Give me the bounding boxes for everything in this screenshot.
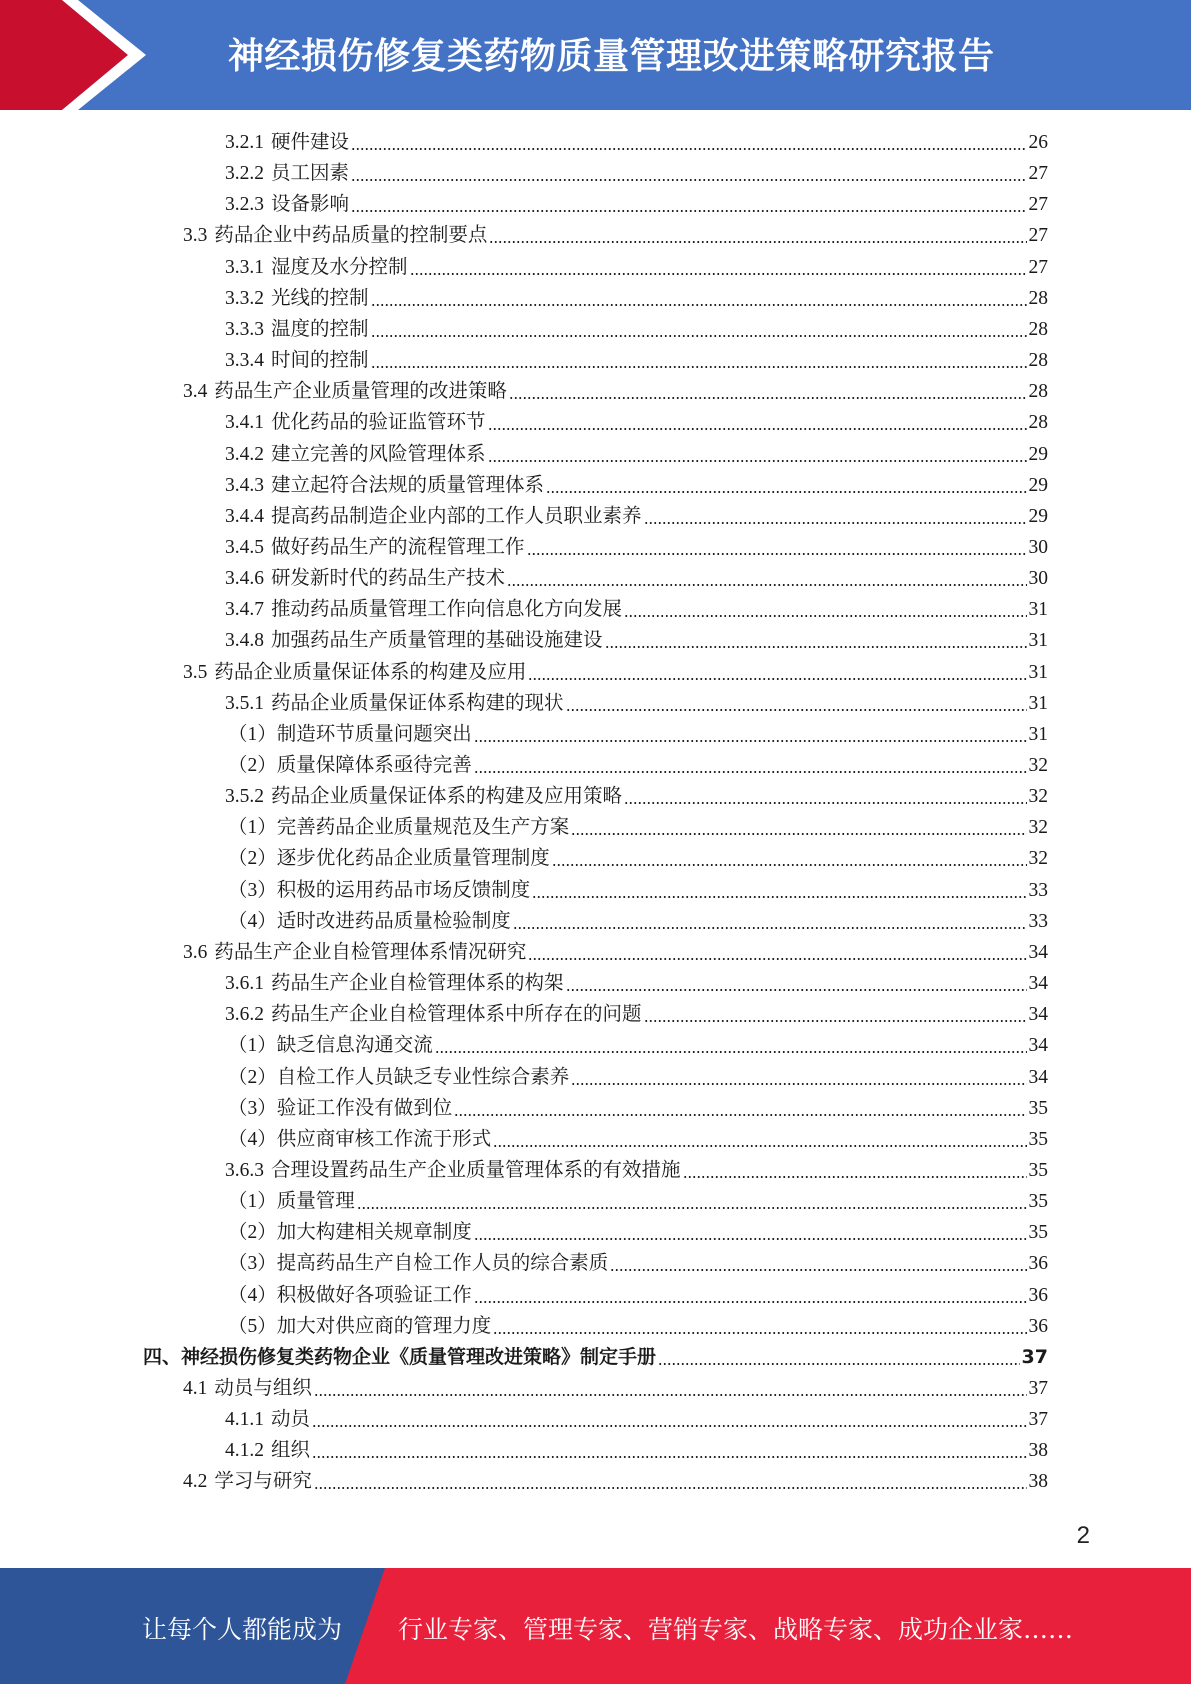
toc-entry[interactable] [0,220,1191,251]
toc-entry[interactable] [0,470,1191,501]
toc-entry-number: （1） [228,1191,277,1213]
document-title: 神经损伤修复类药物质量管理改进策略研究报告 [228,36,995,77]
toc-entry-page: 34 [1028,1004,1048,1026]
toc-entry-page: 35 [1028,1128,1048,1150]
toc-dot-leader [658,1342,1020,1373]
toc-entry-number: （5） [228,1315,277,1337]
toc-entry-page: 31 [1028,630,1048,652]
toc-entry-page: 28 [1028,381,1048,403]
toc-entry-title: 药品企业质量保证体系的构建及应用 [214,661,527,683]
toc-dot-leader [683,1155,1027,1186]
toc-entry-title: 完善药品企业质量规范及生产方案 [276,817,570,839]
toc-entry[interactable] [0,1404,1191,1435]
toc-dot-leader [493,1311,1026,1342]
toc-entry-title: 动员与组织 [214,1378,312,1399]
toc-entry-title: 验证工作没有做到位 [276,1097,453,1119]
toc-dot-leader [605,625,1027,656]
footer-slogan-right: 行业专家、管理专家、营销专家、战略专家、成功企业家…… [398,1615,1074,1644]
toc-entry-number: （2） [228,1066,277,1088]
toc-entry-title: 组织 [271,1440,311,1462]
toc-entry-page: 32 [1028,848,1048,870]
toc-entry-title: 制造环节质量问题突出 [276,723,472,745]
toc-entry-title: 推动药品质量管理工作向信息化方向发展 [271,599,623,621]
toc-entry-page: 32 [1028,786,1048,808]
toc-dot-leader [488,439,1027,470]
toc-entry[interactable] [0,1217,1191,1248]
toc-entry-title: 缺乏信息沟通交流 [276,1035,433,1057]
toc-entry[interactable] [0,532,1191,563]
toc-dot-leader [351,158,1026,189]
toc-entry-title: 药品企业中药品质量的控制要点 [214,225,488,247]
toc-entry[interactable] [0,376,1191,407]
toc-entry-number: （2） [228,848,277,870]
toc-entry-title: 建立完善的风险管理体系 [271,443,486,465]
header-arrow-decoration [0,0,160,110]
toc-entry-title: 药品生产企业自检管理体系中所存在的问题 [271,1004,642,1026]
page-footer [0,1568,1191,1684]
toc-dot-leader [435,1030,1027,1061]
toc-entry[interactable] [0,189,1191,220]
toc-entry-page: 31 [1028,661,1048,683]
toc-entry-page: 32 [1028,755,1048,776]
toc-entry-number: 3.4.6 [225,568,264,590]
toc-entry-page: 37 [1021,1345,1048,1368]
toc-entry-page: 35 [1028,1222,1048,1244]
toc-entry-number: 4.1 [183,1378,208,1399]
toc-entry-title: 学习与研究 [214,1471,312,1493]
toc-entry-number: （2） [228,755,277,776]
toc-dot-leader [357,1186,1027,1217]
toc-dot-leader [454,1093,1026,1124]
toc-entry-title: 质量保障体系亟待完善 [276,755,472,776]
toc-entry-title: 供应商审核工作流于形式 [276,1128,492,1150]
toc-entry-page: 34 [1028,941,1048,963]
toc-entry-title: 温度的控制 [271,318,369,340]
toc-entry-number: 3.5.2 [225,786,264,808]
toc-entry-title: 适时改进药品质量检验制度 [276,910,511,932]
toc-dot-leader [528,657,1026,688]
toc-entry-title: 研发新时代的药品生产技术 [271,568,506,590]
toc-dot-leader [371,314,1027,345]
toc-dot-leader [644,999,1027,1030]
toc-dot-leader [371,345,1027,376]
toc-entry-number: 3.6.2 [225,1004,264,1026]
toc-entry[interactable] [0,906,1191,937]
toc-entry-number: 四、 [143,1345,182,1368]
toc-entry-number: 4.1.1 [225,1409,264,1431]
toc-dot-leader [488,407,1027,438]
toc-entry[interactable] [0,345,1191,376]
toc-entry-title: 动员 [271,1409,311,1431]
toc-entry-page: 27 [1028,256,1048,278]
toc-entry-title: 药品生产企业自检管理体系的构架 [271,973,564,995]
toc-dot-leader [351,189,1026,220]
toc-dot-leader [644,501,1027,532]
toc-entry-page: 31 [1028,599,1048,621]
toc-entry-number: （4） [228,1284,277,1306]
toc-entry-number: （2） [228,1222,277,1244]
toc-dot-leader [493,1124,1026,1155]
toc-dot-leader [351,127,1026,158]
toc-entry-number: 3.4.2 [225,443,264,465]
toc-entry-title: 设备影响 [271,194,350,216]
toc-entry[interactable] [0,688,1191,719]
toc-entry-title: 合理设置药品生产企业质量管理体系的有效措施 [271,1159,681,1181]
toc-entry-number: 3.2.2 [225,163,264,185]
toc-entry[interactable] [0,1155,1191,1186]
toc-entry[interactable] [0,999,1191,1030]
toc-entry-number: 3.4.5 [225,536,264,558]
toc-entry-number: （3） [228,1253,277,1275]
toc-dot-leader [624,781,1026,812]
toc-entry[interactable] [0,1466,1191,1497]
toc-entry-page: 28 [1028,412,1048,434]
toc-entry[interactable] [0,1248,1191,1279]
toc-entry-number: 3.4 [183,381,208,403]
toc-entry-title: 加大构建相关规章制度 [276,1222,472,1244]
toc-entry-number: 4.2 [183,1471,208,1493]
toc-entry-number: 3.6.3 [225,1159,264,1181]
toc-entry-number: （3） [228,879,277,901]
toc-entry-page: 37 [1028,1378,1048,1399]
toc-entry-page: 31 [1028,692,1048,714]
toc-entry[interactable] [0,158,1191,189]
toc-entry-number: 3.4.3 [225,474,264,496]
toc-entry[interactable] [0,439,1191,470]
toc-entry[interactable] [0,314,1191,345]
toc-entry[interactable] [0,657,1191,688]
toc-dot-leader [410,252,1027,283]
toc-entry-number: 3.3.4 [225,350,264,372]
toc-entry-page: 38 [1028,1471,1048,1493]
toc-dot-leader [624,594,1026,625]
toc-entry-page: 30 [1028,568,1048,590]
toc-entry-page: 36 [1028,1315,1048,1337]
toc-entry-page: 28 [1028,350,1048,372]
toc-dot-leader [507,563,1026,594]
toc-dot-leader [371,283,1027,314]
toc-dot-leader [474,1217,1027,1248]
toc-entry-title: 药品企业质量保证体系的构建及应用策略 [271,786,623,808]
toc-entry-number: 3.4.1 [225,412,264,434]
toc-entry-page: 38 [1028,1440,1048,1462]
toc-entry[interactable] [0,1373,1191,1404]
toc-entry-number: 3.5.1 [225,692,264,714]
toc-entry-number: 3.3.2 [225,287,264,309]
toc-entry-title: 自检工作人员缺乏专业性综合素养 [276,1066,570,1088]
toc-entry-title: 提高药品生产自检工作人员的综合素质 [276,1253,609,1275]
toc-entry-title: 光线的控制 [271,287,369,309]
toc-entry-title: 加强药品生产质量管理的基础设施建设 [271,630,603,652]
toc-entry-number: 3.6 [183,941,208,963]
toc-entry-title: 做好药品生产的流程管理工作 [271,536,525,558]
page-number: 2 [1076,1522,1090,1549]
toc-entry[interactable] [0,1435,1191,1466]
toc-dot-leader [314,1466,1027,1497]
toc-entry[interactable] [0,594,1191,625]
toc-dot-leader [314,1373,1027,1404]
toc-dot-leader [528,937,1026,968]
toc-dot-leader [527,532,1027,563]
toc-entry-page: 27 [1028,225,1048,247]
toc-entry[interactable] [0,875,1191,906]
toc-entry-page: 31 [1028,723,1048,745]
toc-entry-page: 35 [1028,1159,1048,1181]
toc-entry-title: 硬件建设 [271,132,350,153]
toc-entry-number: （3） [228,1097,277,1119]
toc-dot-leader [546,470,1026,501]
toc-entry-number: 3.2.3 [225,194,264,216]
toc-entry-title: 湿度及水分控制 [271,256,408,278]
toc-dot-leader [489,220,1026,251]
toc-entry[interactable] [0,968,1191,999]
toc-entry-title: 积极做好各项验证工作 [276,1284,472,1306]
toc-dot-leader [571,812,1026,843]
toc-entry-page: 29 [1028,505,1048,527]
toc-entry-number: （1） [228,817,277,839]
toc-dot-leader [509,376,1027,407]
toc-entry-page: 34 [1028,973,1048,995]
toc-entry-page: 32 [1028,817,1048,839]
toc-entry-page: 33 [1028,910,1048,932]
toc-entry-number: （4） [228,1128,277,1150]
toc-entry-page: 34 [1028,1066,1048,1088]
toc-entry[interactable] [0,719,1191,750]
toc-entry[interactable] [0,252,1191,283]
toc-entry-page: 37 [1028,1409,1048,1431]
toc-entry-number: 3.3.3 [225,318,264,340]
toc-dot-leader [566,968,1027,999]
toc-dot-leader [571,1062,1026,1093]
toc-entry[interactable] [0,1030,1191,1061]
toc-entry-number: 3.3.1 [225,256,264,278]
toc-entry-title: 加大对供应商的管理力度 [276,1315,492,1337]
toc-entry-page: 28 [1028,287,1048,309]
toc-entry-page: 36 [1028,1253,1048,1275]
toc-entry-title: 建立起符合法规的质量管理体系 [271,474,545,496]
toc-entry-number: 3.5 [183,661,208,683]
toc-entry-title: 药品生产企业质量管理的改进策略 [214,381,507,403]
toc-entry-page: 28 [1028,318,1048,340]
toc-entry[interactable] [0,563,1191,594]
toc-entry-number: 3.4.7 [225,599,264,621]
toc-entry-title: 积极的运用药品市场反馈制度 [276,879,531,901]
toc-entry-page: 34 [1028,1035,1048,1057]
toc-dot-leader [474,750,1027,781]
toc-entry-page: 30 [1028,536,1048,558]
toc-entry[interactable] [0,812,1191,843]
toc-dot-leader [552,843,1027,874]
toc-entry[interactable] [0,283,1191,314]
toc-entry-number: 3.4.4 [225,505,264,527]
toc-entry[interactable] [0,843,1191,874]
toc-entry-page: 33 [1028,879,1048,901]
toc-entry-number: 3.6.1 [225,973,264,995]
toc-dot-leader [513,906,1027,937]
toc-entry-title: 药品生产企业自检管理体系情况研究 [214,941,527,963]
toc-entry-page: 29 [1028,474,1048,496]
toc-dot-leader [610,1248,1026,1279]
toc-entry-title: 质量管理 [276,1191,355,1213]
toc-entry-title: 药品企业质量保证体系构建的现状 [271,692,564,714]
toc-entry[interactable] [0,1093,1191,1124]
toc-entry-title: 优化药品的验证监管环节 [271,412,486,434]
toc-entry[interactable] [0,625,1191,656]
toc-dot-leader [532,875,1026,906]
toc-entry-page: 35 [1028,1191,1048,1213]
toc-entry-title: 提高药品制造企业内部的工作人员职业素养 [271,505,642,527]
toc-dot-leader [566,688,1027,719]
toc-entry-title: 时间的控制 [271,350,369,372]
toc-entry-page: 35 [1028,1097,1048,1119]
toc-entry-title: 逐步优化药品企业质量管理制度 [276,848,550,870]
toc-dot-leader [474,1280,1027,1311]
toc-entry[interactable] [0,1124,1191,1155]
toc-entry[interactable] [0,407,1191,438]
toc-entry-number: （1） [228,1035,277,1057]
toc-entry-number: 3.3 [183,225,208,247]
toc-entry[interactable] [0,1342,1191,1373]
toc-entry-page: 36 [1028,1284,1048,1306]
footer-slogan-left: 让每个人都能成为 [142,1615,343,1644]
toc-entry[interactable] [0,1186,1191,1217]
toc-entry-number: 4.1.2 [225,1440,264,1462]
toc-entry-page: 27 [1028,163,1048,185]
toc-dot-leader [312,1404,1026,1435]
toc-entry-page: 26 [1028,132,1048,153]
toc-entry[interactable] [0,750,1191,781]
toc-entry-number: （1） [228,723,277,745]
toc-entry[interactable] [0,1311,1191,1342]
toc-entry[interactable] [0,937,1191,968]
toc-entry-page: 29 [1028,443,1048,465]
toc-entry-number: 3.4.8 [225,630,264,652]
page-header [0,0,1191,110]
toc-entry[interactable] [0,127,1191,158]
toc-entry-page: 27 [1028,194,1048,216]
toc-entry[interactable] [0,1280,1191,1311]
toc-entry[interactable] [0,781,1191,812]
toc-entry[interactable] [0,1062,1191,1093]
toc-entry-title: 神经损伤修复类药物企业《质量管理改进策略》制定手册 [181,1345,657,1368]
toc-dot-leader [474,719,1027,750]
toc-entry-title: 员工因素 [271,163,350,185]
toc-entry[interactable] [0,501,1191,532]
toc-dot-leader [312,1435,1026,1466]
toc-entry-number: 3.2.1 [225,132,264,153]
toc-entry-number: （4） [228,910,277,932]
